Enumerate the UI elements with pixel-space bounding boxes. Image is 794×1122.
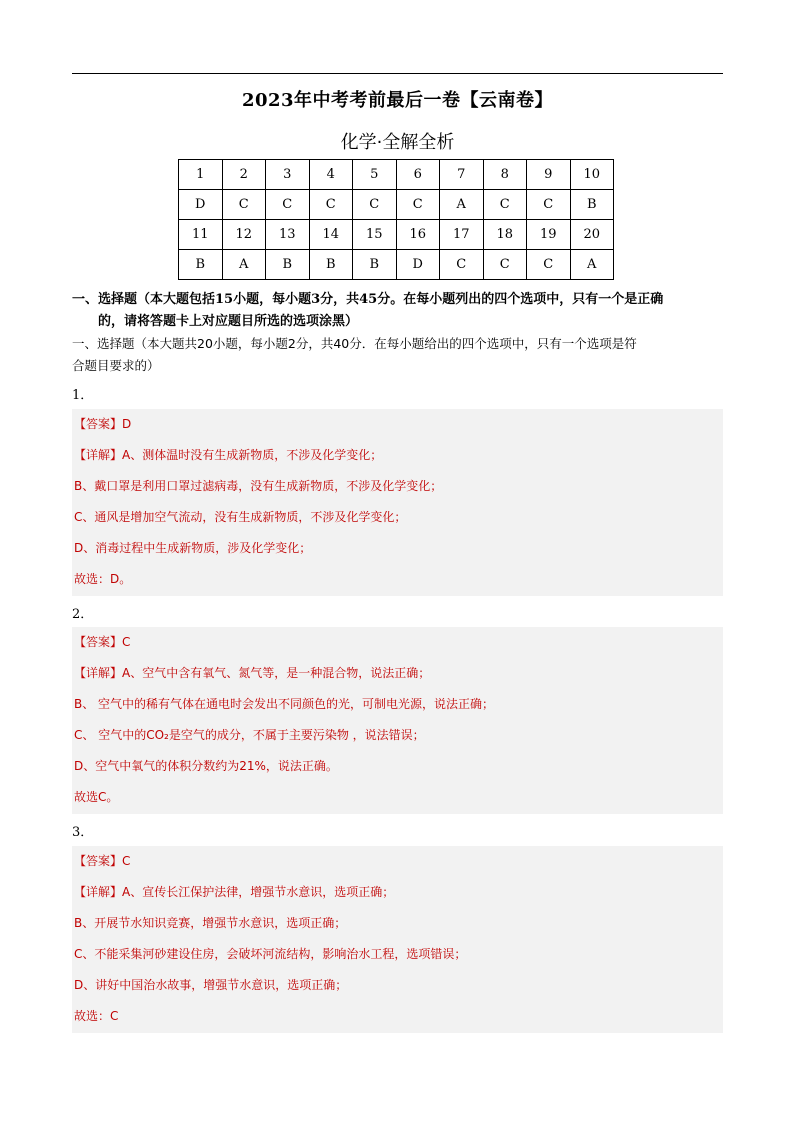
table-cell: 3 <box>266 160 310 190</box>
table-cell: 11 <box>179 220 223 250</box>
table-cell: A <box>570 250 614 280</box>
table-cell: 1 <box>179 160 223 190</box>
table-row <box>179 190 614 220</box>
table-cell: C <box>483 250 527 280</box>
question-number: 2． <box>72 607 94 622</box>
question-number: 1． <box>72 388 94 403</box>
table-cell: 19 <box>527 220 571 250</box>
section-heading-line: 一、选择题（本大题包括15小题，每小题3分，共45分。在每小题列出的四个选项中，只有一个是正确 <box>72 292 664 307</box>
table-cell: A <box>440 190 484 220</box>
detail-line: B、戴口罩是利用口罩过滤病毒，没有生成新物质，不涉及化学变化； <box>74 479 443 493</box>
table-cell: C <box>266 190 310 220</box>
answer-table <box>178 159 614 280</box>
detail-line: B、 空气中的稀有气体在通电时会发出不同颜色的光，可制电光源，说法正确； <box>74 697 495 711</box>
question-number: 3． <box>72 825 94 840</box>
table-cell: B <box>266 250 310 280</box>
table-cell: 10 <box>570 160 614 190</box>
answer-label: 【答案】D <box>74 417 132 431</box>
answer-box-2 <box>72 627 723 814</box>
table-cell: 15 <box>353 220 397 250</box>
detail-line: D、空气中氧气的体积分数约为21%，说法正确。 <box>74 759 338 773</box>
table-cell: 18 <box>483 220 527 250</box>
detail-line: 故选：C <box>74 1009 119 1023</box>
table-cell: 17 <box>440 220 484 250</box>
table-cell: C <box>396 190 440 220</box>
detail-line: 【详解】A、宣传长江保护法律，增强节水意识，选项正确； <box>74 885 395 899</box>
table-cell: 9 <box>527 160 571 190</box>
table-cell: 12 <box>222 220 266 250</box>
table-cell: B <box>353 250 397 280</box>
header-rule <box>72 73 723 74</box>
section-heading-line: 合题目要求的） <box>72 358 160 373</box>
table-cell: 7 <box>440 160 484 190</box>
page-title: 2023年中考考前最后一卷【云南卷】 <box>241 90 554 111</box>
table-cell: D <box>179 190 223 220</box>
detail-line: 故选C。 <box>74 790 119 804</box>
answer-label: 【答案】C <box>74 635 131 649</box>
table-cell: C <box>483 190 527 220</box>
table-row <box>179 250 614 280</box>
detail-line: C、通风是增加空气流动，没有生成新物质，不涉及化学变化； <box>74 510 407 524</box>
table-cell: 2 <box>222 160 266 190</box>
section-heading-2 <box>72 333 723 377</box>
page-subtitle: 化学·全解全析 <box>340 132 455 153</box>
answer-box-3 <box>72 846 723 1033</box>
table-cell: C <box>222 190 266 220</box>
detail-line: 故选：D。 <box>74 572 132 586</box>
table-cell: C <box>440 250 484 280</box>
table-cell: 14 <box>309 220 353 250</box>
table-cell: D <box>396 250 440 280</box>
table-row <box>179 160 614 190</box>
detail-line: D、消毒过程中生成新物质，涉及化学变化； <box>74 541 312 555</box>
detail-line: C、不能采集河砂建设住房，会破坏河流结构，影响治水工程，选项错误； <box>74 947 467 961</box>
detail-line: 【详解】A、测体温时没有生成新物质，不涉及化学变化； <box>74 448 383 462</box>
section-heading-1 <box>72 289 723 333</box>
table-cell: B <box>179 250 223 280</box>
table-cell: A <box>222 250 266 280</box>
table-cell: 8 <box>483 160 527 190</box>
table-cell: 6 <box>396 160 440 190</box>
table-cell: B <box>570 190 614 220</box>
table-cell: C <box>309 190 353 220</box>
table-cell: 16 <box>396 220 440 250</box>
table-cell: 20 <box>570 220 614 250</box>
section-heading-line: 一、选择题（本大题共20小题，每小题2分，共40分．在每小题给出的四个选项中，只有一个选项是符 <box>72 336 637 351</box>
detail-line: C、 空气中的CO₂是空气的成分，不属于主要污染物 ，说法错误； <box>74 728 425 742</box>
answer-label: 【答案】C <box>74 854 131 868</box>
table-row <box>179 220 614 250</box>
answer-box-1 <box>72 409 723 596</box>
table-cell: C <box>527 190 571 220</box>
table-cell: C <box>527 250 571 280</box>
table-cell: 4 <box>309 160 353 190</box>
section-heading-line: 的，请将答题卡上对应题目所选的选项涂黑） <box>98 314 359 329</box>
table-cell: 5 <box>353 160 397 190</box>
detail-line: D、讲好中国治水故事，增强节水意识，选项正确； <box>74 978 348 992</box>
detail-line: B、开展节水知识竞赛，增强节水意识，选项正确； <box>74 916 347 930</box>
table-cell: 13 <box>266 220 310 250</box>
table-cell: B <box>309 250 353 280</box>
detail-line: 【详解】A、空气中含有氧气、氮气等，是一种混合物，说法正确； <box>74 666 431 680</box>
table-cell: C <box>353 190 397 220</box>
